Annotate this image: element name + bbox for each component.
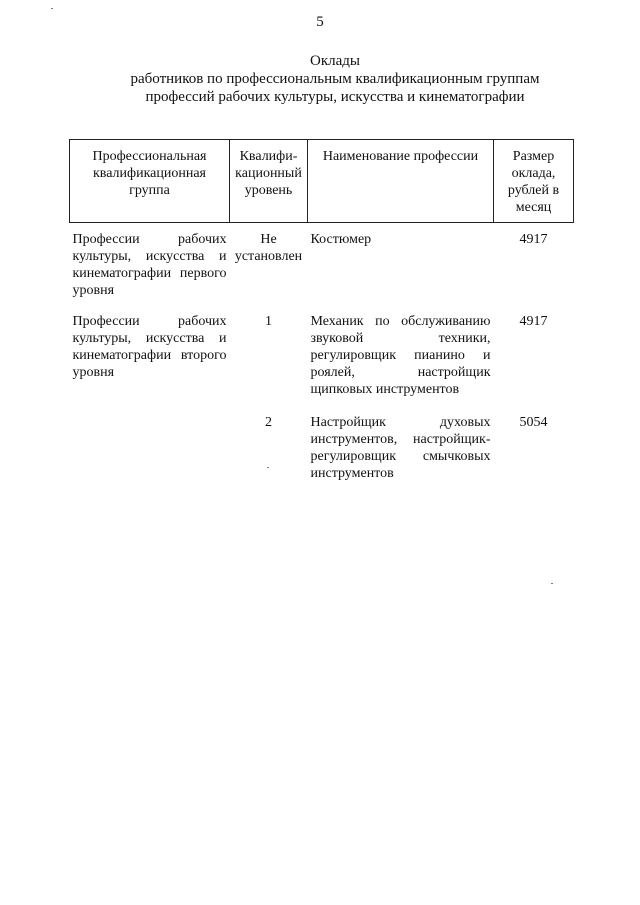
cell-group: Профессии рабочих культуры, искусства и кинематографии второго уровня xyxy=(72,314,227,380)
header-profession-name: Наименование профессии xyxy=(308,140,494,223)
title-line-2: работников по профессиональным квалификационным группам xyxy=(130,71,540,87)
cell-profession: Механик по обслуживанию звуковой техники, регулировщик пианино и роялей, настройщик щипковых инструментов xyxy=(310,314,491,397)
scan-speck xyxy=(551,583,553,584)
header-professional-group: Профессиональная квалификационная группа xyxy=(70,140,230,223)
cell-profession: Костюмер xyxy=(310,232,372,247)
cell-level: Не установлен xyxy=(234,232,303,264)
table-header-row xyxy=(70,140,574,223)
title-line-1: Оклады xyxy=(310,53,360,69)
scan-speck xyxy=(267,467,269,468)
table-row xyxy=(70,305,574,406)
title-line-3: профессий рабочих культуры, искусства и кинематографии xyxy=(145,89,525,105)
document-title xyxy=(60,52,610,106)
cell-salary: 5054 xyxy=(519,415,548,430)
cell-level: 2 xyxy=(265,415,272,430)
cell-salary: 4917 xyxy=(519,232,548,247)
header-qualification-level: Квалифи-кационный уровень xyxy=(230,140,308,223)
scan-speck xyxy=(51,8,53,9)
cell-level: 1 xyxy=(265,314,272,329)
table-row xyxy=(70,223,574,306)
salary-table xyxy=(69,139,574,482)
table-row xyxy=(70,406,574,482)
cell-profession: Настройщик духовых инструментов, настройщик-регулировщик смычковых инструментов xyxy=(310,415,491,481)
page-number: 5 xyxy=(316,14,324,30)
cell-group: Профессии рабочих культуры, искусства и кинематографии первого уровня xyxy=(72,232,227,298)
cell-salary: 4917 xyxy=(519,314,548,329)
cell-group xyxy=(70,406,230,482)
header-salary: Размер оклада, рублей в месяц xyxy=(494,140,574,223)
